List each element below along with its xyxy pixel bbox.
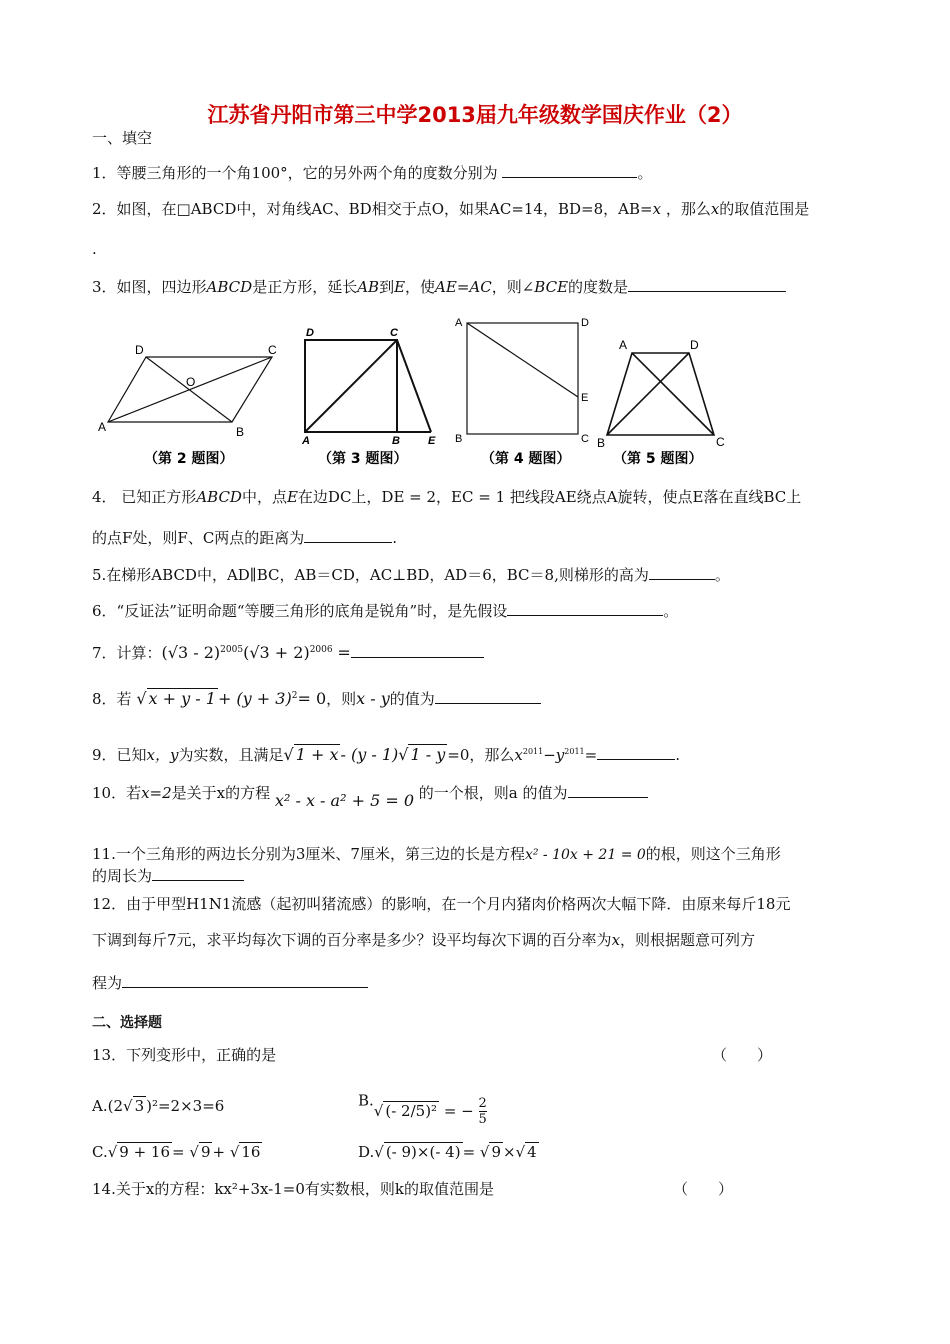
q7-exp: 2005	[220, 645, 244, 655]
fig2-point-A: A	[98, 420, 107, 434]
q8-t: 8．若	[92, 690, 132, 708]
fig5-point-B: B	[597, 436, 606, 450]
question-2-text-c: 的取值范围是	[719, 200, 810, 218]
opt-radicand: (- 2/5)²	[385, 1101, 438, 1120]
answer-blank[interactable]	[597, 745, 675, 760]
question-3	[92, 277, 786, 297]
opt-t: ×	[503, 1143, 516, 1161]
q9-t: - (y - 1)	[340, 745, 399, 764]
fig3-point-B: B	[392, 435, 400, 447]
q9-radicand: 1 - y	[410, 745, 446, 764]
q4-t: 在边DC上，DE = 2，EC = 1 把线段AE绕点A旋转，使点E落在直线BC上	[297, 488, 802, 506]
question-5	[92, 565, 730, 585]
punct: 。	[637, 164, 653, 182]
q7-math: (√3 - 2)	[161, 643, 221, 662]
q12-t: 程为	[92, 974, 123, 992]
q11-equation: x² - 10x + 21 = 0	[524, 847, 646, 863]
q10-equation: x² - x - a² + 5 = 0	[274, 791, 415, 810]
q4-t: E	[286, 488, 298, 506]
q3-t: 3．如图，四边形	[92, 278, 207, 296]
question-4	[92, 487, 801, 507]
option-13-A[interactable]: A.(2√ 3 )²=2×3=6	[92, 1097, 225, 1115]
q3-t: AB	[357, 278, 380, 296]
q8-t: ，则	[326, 690, 357, 708]
answer-blank[interactable]	[435, 689, 541, 704]
q4-t: 的点F处，则F、C两点的距离为	[92, 529, 305, 547]
q3-t: E	[394, 278, 406, 296]
fig4-point-B: B	[455, 433, 463, 445]
question-1-text: 1．等腰三角形的一个角100°，它的另外两个角的度数分别为	[92, 164, 498, 182]
q3-t: AE=AC	[435, 278, 492, 296]
q10-t: x=2	[141, 784, 172, 802]
answer-blank[interactable]	[628, 277, 786, 292]
opt-radicand: 3	[134, 1097, 145, 1115]
opt-radicand: 9 + 16	[119, 1143, 171, 1161]
answer-blank[interactable]	[568, 783, 648, 798]
q9-t: x，y	[146, 746, 179, 764]
fig4-point-A: A	[455, 317, 463, 329]
q7-exp: 2006	[309, 645, 333, 655]
q7-eq: =	[337, 643, 351, 662]
q3-t: ABCD	[206, 278, 253, 296]
question-12-line2	[92, 930, 755, 950]
opt-radicand: (- 9)×(- 4)	[385, 1143, 461, 1161]
figure-3-caption: （第 3 题图）	[318, 451, 408, 467]
opt-radicand: 9	[491, 1143, 502, 1161]
q11-t: 的根，则这个三角形	[645, 845, 781, 863]
fig5-point-C: C	[716, 435, 725, 449]
punct: 。	[663, 602, 679, 620]
opt-radicand: 16	[241, 1143, 261, 1161]
q12-t: 下调到每斤7元，求平均每次下调的百分率是多少？设平均每次下调的百分率为	[92, 931, 612, 949]
q8-t: 2	[291, 691, 298, 701]
figure-5-caption: （第 5 题图）	[613, 451, 703, 467]
figure-2-caption: （第 2 题图）	[144, 451, 234, 467]
q8-radicand: x + y - 1	[148, 689, 216, 708]
answer-blank[interactable]	[304, 528, 392, 543]
q3-t: 到	[379, 278, 395, 296]
answer-paren[interactable]: （ ）	[673, 1180, 734, 1198]
q11-t: 的周长为	[92, 867, 153, 885]
q10-t: 10．若	[92, 784, 142, 802]
q8-t: + (y + 3)	[217, 689, 292, 708]
figure-3-square	[305, 340, 431, 432]
q9-t: 9．已知	[92, 746, 147, 764]
figures-row	[92, 315, 752, 475]
section-fill-heading: 一、填空	[92, 129, 153, 147]
question-11-line2	[92, 866, 244, 886]
q9-t: =0，那么	[447, 746, 515, 764]
question-2-text-b: ，那么	[665, 200, 711, 218]
q9-t: 为实数，且满足	[178, 746, 284, 764]
document-title: 江苏省丹阳市第三中学2013届九年级数学国庆作业（2）	[207, 103, 743, 127]
opt-t: +	[212, 1143, 230, 1161]
question-1	[92, 163, 652, 183]
q4-t: 中，点	[241, 488, 287, 506]
q8-t: = 0	[297, 689, 327, 708]
answer-blank[interactable]	[649, 565, 715, 580]
question-14: 14.关于x的方程：kx²+3x-1=0有实数根，则k的取值范围是	[92, 1180, 494, 1198]
question-13: 13．下列变形中，正确的是	[92, 1046, 277, 1064]
question-8: 8．若 √ $x + y - 1 + (y + 3)^2= 0$，则x - y的值为	[92, 686, 541, 709]
var-x: x	[652, 200, 662, 218]
opt-t: B.	[358, 1091, 374, 1110]
punct: .	[675, 746, 680, 764]
var-x: x	[710, 200, 720, 218]
answer-blank[interactable]	[351, 643, 484, 658]
question-2-end: .	[92, 240, 97, 258]
opt-t: C.	[92, 1143, 108, 1161]
q12-t: ，则根据题意可列方	[620, 931, 756, 949]
fig2-point-B: B	[236, 425, 245, 439]
q9-t: =	[584, 746, 598, 764]
fig4-point-E: E	[581, 392, 589, 404]
q3-t: 的度数是	[568, 278, 629, 296]
answer-blank[interactable]	[152, 866, 244, 881]
punct: .	[392, 529, 398, 547]
q7-t: 7．计算：	[92, 644, 162, 662]
option-13-B[interactable]: B.√ (- 2/5)² = − $\frac{2}{5}$	[358, 1091, 487, 1127]
punct: 。	[714, 566, 730, 584]
fraction	[479, 1096, 487, 1127]
figure-2-parallelogram	[108, 357, 272, 422]
opt-radicand: 4	[527, 1143, 537, 1161]
question-2	[92, 199, 809, 219]
answer-blank[interactable]	[502, 163, 637, 178]
q10-t: 是关于x的方程	[171, 784, 271, 802]
q3-t: ，使	[405, 278, 436, 296]
fig4-point-D: D	[581, 317, 589, 329]
question-9: 9．已知x，y为实数，且满足√ 1 + x - (y - 1)√ 1 - y =0，那么$x^{2011}-y^{2011}=$ .	[92, 745, 680, 764]
q8-t: x - y	[356, 689, 390, 708]
q5-t: 5.在梯形ABCD中，AD∥BC，AB＝CD，AC⊥BD，AD＝6，BC＝8,则梯形的高为	[92, 566, 649, 584]
question-12: 12．由于甲型H1N1流感（起初叫猪流感）的影响，在一个月内猪肉价格两次大幅下降．由原来每斤18元	[92, 895, 791, 913]
fig5-point-D: D	[690, 338, 699, 352]
fig3-point-E: E	[428, 435, 436, 447]
q4-t: 4． 已知正方形	[92, 488, 197, 506]
q9-t: 2011	[564, 747, 585, 756]
fig2-point-D: D	[135, 343, 144, 357]
question-11	[92, 844, 781, 865]
fig2-point-O: O	[186, 375, 196, 389]
opt-t: =	[172, 1143, 190, 1161]
q9-t: x	[514, 746, 523, 764]
option-13-D[interactable]: D.√ (- 9)×(- 4) = √ 9 ×√ 4	[358, 1143, 537, 1161]
fig3-point-D: D	[306, 327, 314, 339]
question-12-line3	[92, 973, 368, 993]
denominator: 5	[478, 1112, 487, 1127]
q3-t: 是正方形，延长	[252, 278, 358, 296]
numerator: 2	[478, 1096, 487, 1111]
q8-t: 的值为	[389, 690, 435, 708]
q4-t: ABCD	[196, 488, 242, 506]
opt-t: = −	[443, 1101, 474, 1120]
q9-t: 2011	[522, 747, 544, 756]
opt-t: A.(2	[92, 1097, 123, 1115]
fig3-point-C: C	[390, 327, 398, 339]
figure-4-caption: （第 4 题图）	[481, 451, 571, 467]
opt-t: =	[462, 1143, 480, 1161]
answer-paren[interactable]: （ ）	[712, 1046, 773, 1064]
answer-blank[interactable]	[122, 973, 368, 988]
figure-5-trapezoid	[607, 353, 714, 435]
question-4-line2	[92, 528, 397, 548]
opt-t: )²=2×3=6	[146, 1097, 225, 1115]
opt-t: D.	[358, 1143, 375, 1161]
q3-t: ，则∠	[491, 278, 535, 296]
opt-radicand: 9	[200, 1143, 211, 1161]
question-6	[92, 601, 678, 621]
q6-t: 6．“反证法”证明命题“等腰三角形的底角是锐角”时，是先假设	[92, 602, 508, 620]
question-10	[92, 783, 648, 810]
fig3-point-A: A	[302, 435, 310, 447]
q11-t: 11.一个三角形的两边长分别为3厘米、7厘米，第三边的长是方程	[92, 845, 525, 863]
question-2-text: 2．如图，在□ABCD中，对角线AC、BD相交于点O，如果AC=14，BD=8，AB=	[92, 200, 653, 218]
q12-t: x	[611, 931, 621, 949]
fig5-point-A: A	[619, 338, 628, 352]
fig4-point-C: C	[581, 433, 589, 445]
q9-t: −y	[543, 746, 565, 764]
figure-4-square	[467, 323, 578, 434]
question-7	[92, 640, 484, 663]
fig2-point-C: C	[268, 343, 277, 357]
section-choice-heading: 二、选择题	[92, 1015, 162, 1031]
q7-math: (√3 + 2)	[243, 643, 310, 662]
option-13-C[interactable]: C.√ 9 + 16 = √ 9 + √ 16	[92, 1143, 261, 1161]
q9-radicand: 1 + x	[295, 745, 339, 764]
q3-t: BCE	[534, 278, 569, 296]
q10-t: 的一个根，则a 的值为	[418, 784, 568, 802]
answer-blank[interactable]	[507, 601, 663, 616]
